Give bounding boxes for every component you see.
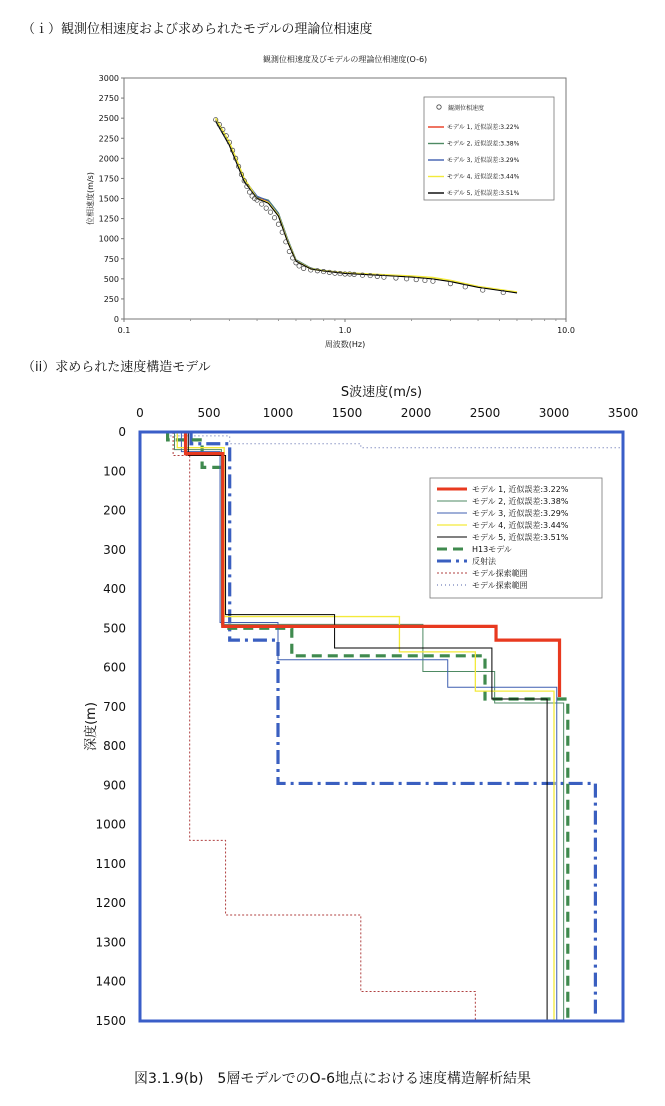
chart2-legend-label: H13モデル <box>472 545 512 554</box>
chart2-ylabel: 深度(m) <box>84 702 99 751</box>
chart2-ytick-label: 1200 <box>95 896 126 911</box>
chart1-ytick-label: 750 <box>103 254 119 264</box>
chart2-xtick-label: 1500 <box>331 406 363 420</box>
chart2-ytick-label: 900 <box>103 778 126 793</box>
chart1-ytick-label: 2750 <box>98 94 119 104</box>
section-title-velocity-structure: （ii）求められた速度構造モデル <box>22 360 211 375</box>
chart2-legend-label: モデル 5, 近似誤差:3.51% <box>472 533 569 542</box>
chart1-xlabel: 周波数(Hz) <box>324 340 366 349</box>
chart2-ytick-label: 100 <box>103 464 126 479</box>
chart2-ytick-label: 1400 <box>95 974 126 989</box>
chart2-xtick-label: 500 <box>197 406 221 420</box>
chart1-ytick-label: 2500 <box>98 114 119 124</box>
chart2-legend-label: モデル 1, 近似誤差:3.22% <box>472 485 569 494</box>
chart2-profile-line <box>170 432 623 448</box>
chart2-legend-label: 反射法 <box>472 557 496 566</box>
chart2-legend-label: モデル探索範囲 <box>472 569 528 578</box>
chart2-ytick-label: 600 <box>103 660 126 675</box>
figure-caption: 図3.1.9(b) 5層モデルでのO-6地点における速度構造解析結果 <box>133 1071 531 1087</box>
chart1-ytick-label: 2250 <box>98 134 119 144</box>
chart2-xtick-label: 2000 <box>400 406 432 420</box>
chart1-ytick-label: 500 <box>103 274 119 284</box>
chart1-xtick-label: 10.0 <box>557 326 575 335</box>
chart1-ylabel: 位相速度(m/s) <box>86 172 95 225</box>
chart2-ytick-label: 500 <box>103 621 126 636</box>
chart2-xtick-label: 0 <box>136 406 144 420</box>
chart2-xtick-label: 1000 <box>262 406 294 420</box>
chart1-legend-label: モデル 1, 近似誤差:3.22% <box>447 124 520 131</box>
chart2-ytick-label: 1500 <box>95 1014 126 1028</box>
chart1-ytick-label: 1500 <box>98 194 119 204</box>
chart2-xtick-label: 2500 <box>469 406 501 420</box>
chart1-ytick-label: 3000 <box>98 74 119 83</box>
chart2-ytick-label: 800 <box>103 739 126 754</box>
chart2-ytick-label: 700 <box>103 699 126 714</box>
chart1-ytick-label: 1250 <box>98 214 119 224</box>
chart2-ytick-label: 400 <box>103 582 126 597</box>
chart2-xtick-label: 3500 <box>607 406 639 420</box>
chart1-title: 観測位相速度及びモデルの理論位相速度(O-6) <box>262 55 428 64</box>
chart1-legend-label: 観測位相速度 <box>448 105 485 112</box>
chart2-ytick-label: 1100 <box>95 856 126 871</box>
chart2-legend-label: モデル 4, 近似誤差:3.44% <box>472 521 569 530</box>
chart1-legend-label: モデル 2, 近似誤差:3.38% <box>447 140 520 148</box>
chart2-ytick-label: 1300 <box>95 935 126 950</box>
chart1-legend-label: モデル 3, 近似誤差:3.29% <box>447 157 520 164</box>
section-title-phase-velocity: （ｉ）観測位相速度および求められたモデルの理論位相速度 <box>22 22 373 37</box>
chart2-title: S波速度(m/s) <box>340 385 423 400</box>
chart2-xtick-label: 3000 <box>538 406 570 420</box>
chart1-ytick-label: 1000 <box>98 234 119 244</box>
chart2-legend-label: モデル 2, 近似誤差:3.38% <box>472 497 569 506</box>
chart2-ytick-label: 200 <box>103 503 126 518</box>
chart2-legend-label: モデル 3, 近似誤差:3.29% <box>472 509 569 518</box>
chart2-legend <box>430 478 602 598</box>
chart1-xtick-label: 0.1 <box>117 326 131 335</box>
chart2-ytick-label: 0 <box>118 425 126 439</box>
chart1-legend-label: モデル 5, 近似誤差:3.51% <box>447 190 520 197</box>
chart2-legend-label: モデル探索範囲 <box>472 581 528 590</box>
chart2-ytick-label: 1000 <box>95 817 126 832</box>
chart1-ytick-label: 1750 <box>98 174 119 184</box>
chart2-ytick-label: 300 <box>103 542 126 557</box>
chart1-ytick-label: 0 <box>113 315 119 324</box>
chart1-ytick-label: 2000 <box>98 154 119 164</box>
chart1-ytick-label: 250 <box>103 294 119 304</box>
chart1-legend-label: モデル 4, 近似誤差:3.44% <box>447 173 520 181</box>
chart1-xtick-label: 1.0 <box>338 326 352 335</box>
